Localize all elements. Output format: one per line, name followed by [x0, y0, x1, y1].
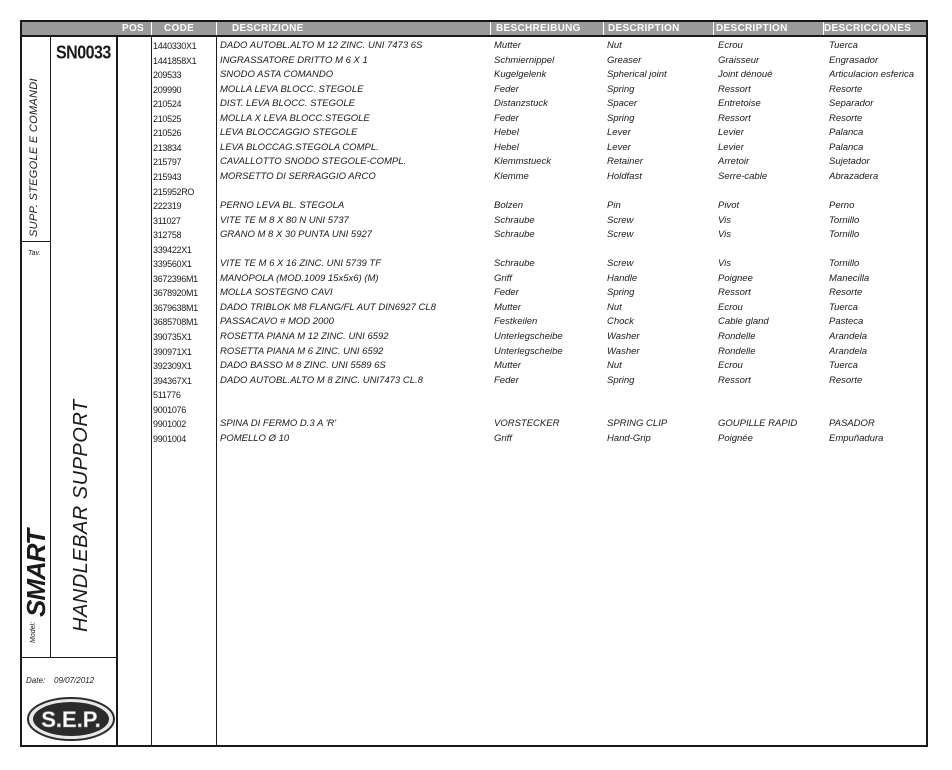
part-description-it — [220, 388, 488, 403]
header-code: CODE — [164, 23, 195, 34]
table-row — [120, 243, 926, 258]
part-description-es: Tornillo — [829, 214, 860, 226]
part-code: 209533 — [153, 70, 182, 81]
part-code: 209990 — [153, 84, 182, 95]
part-description-fr — [718, 388, 826, 403]
part-description-en: Chock — [607, 316, 634, 328]
part-description-it: ROSETTA PIANA M 6 ZINC. UNI 6592 — [220, 345, 384, 357]
part-description-en — [607, 388, 715, 403]
part-code: 213834 — [153, 142, 182, 153]
part-code: 215797 — [153, 157, 182, 168]
part-description-en: Washer — [607, 331, 640, 342]
part-description-en: SPRING CLIP — [607, 418, 668, 430]
part-code: 390971X1 — [153, 346, 192, 357]
part-description-en: Lever — [607, 127, 631, 139]
part-description-fr: Cable gland — [718, 316, 769, 328]
part-description-it: DADO TRIBLOK M8 FLANG/FL AUT DIN6927 CL8 — [220, 301, 436, 313]
table-header — [22, 22, 926, 37]
part-description-it: DADO AUTOBL.ALTO M 8 ZINC. UNI7473 CL.8 — [220, 374, 423, 386]
model-label: Model: — [30, 621, 37, 643]
part-description-fr: Ecrou — [718, 360, 743, 372]
part-description-fr: Ressort — [718, 112, 751, 124]
part-description-es: Resorte — [829, 112, 863, 124]
table-row — [120, 39, 926, 54]
part-description-es: Separador — [829, 98, 874, 110]
table-row — [120, 403, 926, 418]
part-description-es: Tornillo — [829, 258, 860, 270]
part-description-en: Retainer — [607, 156, 643, 168]
table-row — [120, 126, 926, 141]
part-code: 210525 — [153, 113, 182, 124]
part-description-es: Pasteca — [829, 316, 864, 328]
part-description-de: Feder — [494, 287, 519, 299]
part-code: 210524 — [153, 99, 182, 110]
part-description-it: CAVALLOTTO SNODO STEGOLE-COMPL. — [220, 156, 407, 168]
part-description-fr: GOUPILLE RAPID — [718, 418, 798, 430]
table-row — [120, 432, 926, 447]
part-code: 1440330X1 — [153, 41, 197, 51]
part-code: 390735X1 — [153, 332, 192, 342]
part-description-fr: Poignee — [718, 272, 753, 284]
part-description-de: Klemme — [494, 170, 529, 182]
table-row — [120, 83, 926, 98]
part-code: 3672396M1 — [153, 273, 198, 284]
header-description-en: DESCRIPTION — [608, 23, 680, 34]
table-row — [120, 330, 926, 345]
part-code: 9901002 — [153, 419, 186, 430]
part-description-it: LEVA BLOCCAG.STEGOLA COMPL. — [220, 141, 379, 153]
table-row — [120, 54, 926, 69]
part-description-es: Empuñadura — [829, 432, 884, 444]
part-description-it: INGRASSATORE DRITTO M 6 X 1 — [220, 54, 368, 66]
table-row — [120, 214, 926, 229]
part-description-en: Screw — [607, 258, 634, 270]
model-code: SN0033 — [56, 43, 111, 64]
part-description-en — [607, 243, 715, 258]
part-description-it: VITE TE M 6 X 16 ZINC. UNI 5739 TF — [220, 258, 382, 270]
part-code: 210526 — [153, 128, 182, 139]
part-description-it: POMELLO Ø 10 — [220, 432, 290, 444]
part-description-fr: Graisseur — [718, 54, 760, 66]
part-description-es: Articulacion esferica — [829, 69, 915, 81]
part-description-it: DIST. LEVA BLOCC. STEGOLE — [220, 98, 355, 110]
part-code: 339560X1 — [153, 259, 192, 270]
part-description-de: Mutter — [494, 40, 521, 51]
part-description-es: Tuerca — [829, 40, 858, 51]
logo-text: S.E.P. — [41, 707, 101, 732]
part-description-de: Kugelgelenk — [494, 69, 547, 81]
part-description-es: Arandela — [829, 345, 868, 357]
date-value: 09/07/2012 — [54, 676, 95, 685]
part-description-es: Resorte — [829, 374, 863, 386]
table-row — [120, 359, 926, 374]
part-description-fr: Vis — [718, 214, 732, 226]
part-description-es: Palanca — [829, 127, 864, 139]
table-row — [120, 301, 926, 316]
part-description-it: SNODO ASTA COMANDO — [220, 69, 334, 81]
part-description-de: Griff — [494, 432, 512, 444]
part-description-fr: Ecrou — [718, 40, 743, 51]
part-description-fr — [718, 185, 826, 200]
part-description-fr: Entretoise — [718, 98, 761, 110]
part-description-it: MANOPOLA (MOD.1009 15x5x6) (M) — [220, 272, 379, 284]
part-code: 339422X1 — [153, 244, 192, 255]
part-description-en: Spring — [607, 83, 635, 95]
part-description-de: Schmiernippel — [494, 54, 555, 66]
part-description-es: Manecilla — [829, 272, 870, 284]
part-description-es: Sujetador — [829, 156, 870, 168]
part-code: 3678920M1 — [153, 288, 198, 299]
table-row — [120, 185, 926, 200]
part-description-fr: Ecrou — [718, 301, 743, 313]
part-description-de — [494, 243, 602, 258]
part-description-es: Abrazadera — [829, 170, 879, 182]
part-description-it — [220, 403, 488, 418]
part-description-de: Feder — [494, 112, 519, 124]
part-description-it: PASSACAVO # MOD 2000 — [220, 316, 334, 328]
part-description-en: Spring — [607, 287, 635, 299]
part-description-fr — [718, 403, 826, 418]
table-row — [120, 417, 926, 432]
part-description-fr: Serre-cable — [718, 170, 768, 182]
table-row — [120, 155, 926, 170]
part-description-en: Lever — [607, 141, 631, 153]
part-description-en: Screw — [607, 214, 634, 226]
part-description-en: Nut — [607, 360, 622, 372]
part-description-fr: Levier — [718, 127, 744, 139]
part-description-es — [829, 388, 929, 403]
part-description-fr: Ressort — [718, 287, 751, 299]
header-descrizione: DESCRIZIONE — [232, 23, 304, 34]
part-description-es: Arandela — [829, 331, 868, 342]
part-description-en: Screw — [607, 229, 634, 241]
header-description-fr: DESCRIPTION — [716, 23, 788, 34]
tav-label: Tav. — [28, 250, 41, 257]
part-description-en: Washer — [607, 345, 640, 357]
part-description-en: Spacer — [607, 98, 638, 110]
part-description-de: Festkeilen — [494, 316, 538, 328]
part-description-it: PERNO LEVA BL. STEGOLA — [220, 200, 345, 212]
part-description-es: Tornillo — [829, 229, 860, 241]
part-description-en: Nut — [607, 40, 622, 51]
part-code: 511776 — [153, 390, 181, 401]
part-description-de: Hebel — [494, 141, 519, 153]
part-description-fr — [718, 243, 826, 258]
table-row — [120, 315, 926, 330]
part-description-de: Bolzen — [494, 200, 524, 212]
part-description-de — [494, 388, 602, 403]
part-description-de — [494, 403, 602, 418]
part-code: 215952RO — [153, 186, 195, 197]
part-description-de: Feder — [494, 83, 519, 95]
part-description-fr: Rondelle — [718, 331, 756, 342]
part-description-it: DADO AUTOBL.ALTO M 12 ZINC. UNI 7473 6S — [220, 40, 423, 51]
part-description-fr: Ressort — [718, 374, 751, 386]
part-description-fr: Pivot — [718, 200, 740, 212]
part-description-de: Unterlegscheibe — [494, 345, 563, 357]
part-description-es: Perno — [829, 200, 855, 212]
part-description-de: Klemmstueck — [494, 156, 552, 168]
part-code: 3679638M1 — [153, 302, 198, 313]
part-description-es: Palanca — [829, 141, 864, 153]
part-description-de: Griff — [494, 272, 512, 284]
sidebar-panel — [22, 37, 118, 745]
table-row — [120, 228, 926, 243]
sep-logo — [26, 697, 116, 741]
part-description-en — [607, 185, 715, 200]
section-title: SUPP. STEGOLE E COMANDI — [28, 78, 40, 237]
part-code: 9901004 — [153, 433, 186, 444]
part-code: 311027 — [153, 215, 181, 226]
part-description-fr: Poignée — [718, 432, 753, 444]
part-description-it: MOLLA LEVA BLOCC. STEGOLE — [220, 83, 364, 95]
part-code: 222319 — [153, 201, 182, 212]
part-description-de: Mutter — [494, 301, 521, 313]
part-description-es — [829, 185, 929, 200]
table-row — [120, 272, 926, 287]
table-row — [120, 286, 926, 301]
part-description-es: Resorte — [829, 287, 863, 299]
part-code: 1441858X1 — [153, 55, 197, 66]
table-row — [120, 141, 926, 156]
part-description-fr: Rondelle — [718, 345, 756, 357]
part-description-it — [220, 185, 488, 200]
part-description-en: Spring — [607, 374, 635, 386]
part-code: 3685708M1 — [153, 317, 198, 328]
part-description-en: Hand-Grip — [607, 432, 651, 444]
part-description-fr: Levier — [718, 141, 744, 153]
part-description-it: ROSETTA PIANA M 12 ZINC. UNI 6592 — [220, 331, 389, 342]
part-description-en — [607, 403, 715, 418]
part-code: 312758 — [153, 230, 182, 241]
part-description-it: MORSETTO DI SERRAGGIO ARCO — [220, 170, 376, 182]
date-label: Date: — [26, 676, 46, 685]
table-row — [120, 374, 926, 389]
part-description-es: Tuerca — [829, 360, 858, 372]
table-row — [120, 68, 926, 83]
part-description-de: Hebel — [494, 127, 519, 139]
part-description-it: LEVA BLOCCAGGIO STEGOLE — [220, 127, 358, 139]
part-description-de: Mutter — [494, 360, 521, 372]
part-description-de: Schraube — [494, 214, 535, 226]
part-description-es — [829, 243, 929, 258]
part-description-de: Unterlegscheibe — [494, 331, 563, 342]
part-description-fr: Arretoir — [718, 156, 750, 168]
part-description-it: MOLLA X LEVA BLOCC.STEGOLE — [220, 112, 370, 124]
table-row — [120, 388, 926, 403]
table-row — [120, 257, 926, 272]
part-description-de: Schraube — [494, 229, 535, 241]
part-description-it: MOLLA SOSTEGNO CAVI — [220, 287, 333, 299]
parts-sheet-frame — [20, 20, 928, 747]
part-description-de: Schraube — [494, 258, 535, 270]
part-description-it: VITE TE M 8 X 80 N UNI 5737 — [220, 214, 349, 226]
table-row — [120, 199, 926, 214]
part-description-fr: Vis — [718, 258, 732, 270]
table-row — [120, 97, 926, 112]
part-description-es — [829, 403, 929, 418]
part-description-it: GRANO M 8 X 30 PUNTA UNI 5927 — [220, 229, 373, 241]
part-description-de — [494, 185, 602, 200]
part-description-fr: Ressort — [718, 83, 751, 95]
part-description-en: Holdfast — [607, 170, 642, 182]
part-description-es: Tuerca — [829, 301, 858, 313]
part-description-en: Spherical joint — [607, 69, 667, 81]
part-description-fr: Joint dénoué — [718, 69, 773, 81]
part-description-de: Distanzstuck — [494, 98, 548, 110]
part-description-fr: Vis — [718, 229, 732, 241]
part-description-en: Handle — [607, 272, 638, 284]
part-description-de: VORSTECKER — [494, 418, 560, 430]
handlebar-support-title: HANDLEBAR SUPPORT — [70, 399, 92, 632]
part-code: 394367X1 — [153, 375, 192, 386]
header-pos: POS — [122, 23, 145, 34]
part-code: 9001076 — [153, 404, 186, 415]
part-description-en: Pin — [607, 200, 621, 212]
part-code: 215943 — [153, 171, 182, 182]
table-row — [120, 112, 926, 127]
table-row — [120, 170, 926, 185]
model-name: SMART — [21, 530, 51, 617]
part-description-it: DADO BASSO M 8 ZINC. UNI 5589 6S — [220, 360, 386, 372]
part-description-es: Resorte — [829, 83, 863, 95]
part-description-en: Nut — [607, 301, 622, 313]
part-code: 392309X1 — [153, 361, 192, 372]
part-description-de: Feder — [494, 374, 519, 386]
table-row — [120, 345, 926, 360]
part-description-en: Spring — [607, 112, 635, 124]
part-description-it: SPINA DI FERMO D.3 A 'R' — [220, 418, 337, 430]
header-beschreibung: BESCHREIBUNG — [496, 23, 581, 34]
parts-table — [120, 37, 926, 745]
part-description-es: PASADOR — [829, 418, 875, 430]
part-description-it — [220, 243, 488, 258]
part-description-en: Greaser — [607, 54, 642, 66]
part-description-es: Engrasador — [829, 54, 879, 66]
header-descricciones: DESCRICCIONES — [824, 23, 912, 34]
